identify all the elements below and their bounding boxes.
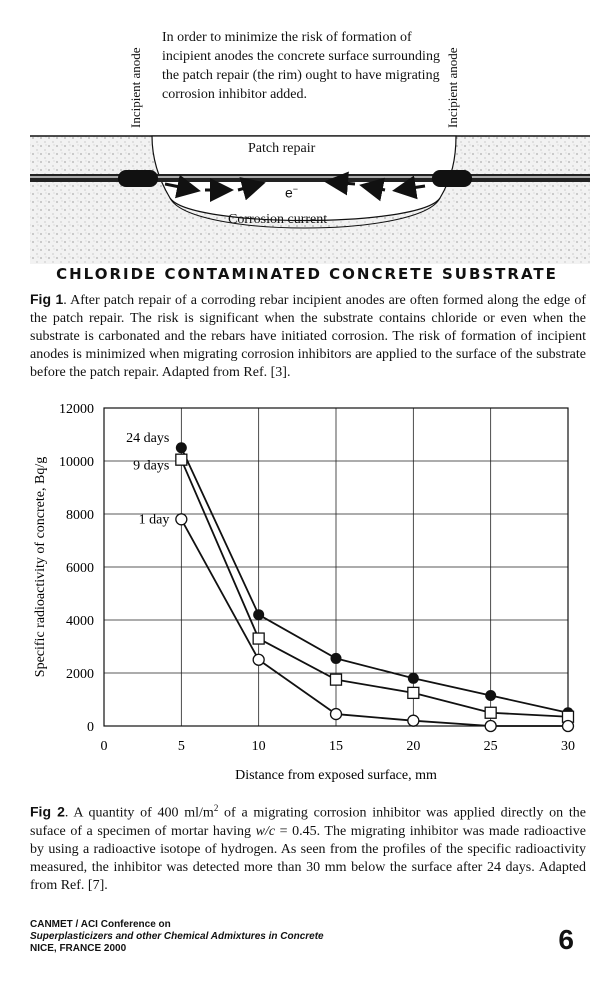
data-point-open-square bbox=[253, 633, 264, 644]
incipient-anode-right bbox=[432, 170, 472, 187]
data-point-filled-circle bbox=[253, 609, 264, 620]
data-point-open-square bbox=[176, 454, 187, 465]
fig1-annotation-note: In order to minimize the risk of formation of incipient anodes the concrete surface surrounding the patch repair (the rim) ought to have migrating corrosion inhibitor added. bbox=[162, 30, 440, 102]
y-tick-label: 8000 bbox=[66, 508, 94, 523]
data-point-open-circle bbox=[176, 514, 187, 525]
substrate-label: CHLORIDE CONTAMINATED CONCRETE SUBSTRATE bbox=[56, 265, 558, 283]
radioactivity-chart bbox=[0, 395, 614, 790]
data-point-filled-circle bbox=[176, 442, 187, 453]
incipient-anode-left bbox=[118, 170, 158, 187]
y-tick-label: 12000 bbox=[59, 402, 94, 417]
data-point-open-circle bbox=[331, 709, 342, 720]
patch-repair-label: Patch repair bbox=[248, 141, 316, 156]
series-label: 24 days bbox=[126, 430, 170, 446]
corrosion-current-label: Corrosion current bbox=[228, 212, 328, 227]
incipient-anode-left-label: Incipient anode bbox=[128, 47, 143, 128]
x-tick-label: 0 bbox=[100, 739, 108, 754]
series-line bbox=[181, 519, 568, 726]
y-tick-label: 2000 bbox=[66, 667, 94, 682]
data-point-open-circle bbox=[485, 721, 496, 732]
page-number: 6 bbox=[558, 924, 574, 955]
data-point-open-square bbox=[408, 687, 419, 698]
x-tick-label: 5 bbox=[177, 739, 185, 754]
fig1-caption: Fig 1. After patch repair of a corroding rebar incipient anodes are often formed along the edge of the patch repair. The risk is significant when the substrate contains chloride or even when the substrate is carbonated and the rebars have initiated corrosion. The risk of formation of incipient anodes is minimized when migrating corrosion inhibitors are applied to the surface of the substrate before the patch repair. Adapted from Ref. [3]. bbox=[30, 291, 586, 380]
data-point-filled-circle bbox=[485, 690, 496, 701]
y-axis-label: Specific radioactivity of concrete, Bq/g bbox=[33, 456, 48, 678]
data-point-open-square bbox=[485, 707, 496, 718]
data-point-filled-circle bbox=[331, 653, 342, 664]
x-axis-label: Distance from exposed surface, mm bbox=[235, 768, 437, 783]
conference-footer bbox=[30, 919, 324, 955]
footer-line3: NICE, FRANCE 2000 bbox=[30, 943, 127, 954]
data-point-open-circle bbox=[408, 715, 419, 726]
y-tick-label: 4000 bbox=[66, 614, 94, 629]
fig2-caption: Fig 2. A quantity of 400 $ml/m^2$ of a migrating corrosion inhibitor was applied directly on the suface of a specimen of mortar having w/c = 0.45. The migrating inhibitor was made radioactive by using a radioactive isotope of hydrogen. As seen from the profiles of the specific radioactivity measured, the inhibitor was detected more than 30 mm below the surface after 24 days. Adapted from Ref. [7]. bbox=[30, 803, 587, 893]
footer-line2: Superplasticizers and other Chemical Admixtures in Concrete bbox=[30, 931, 324, 942]
series-label: 1 day bbox=[138, 512, 170, 528]
x-tick-label: 30 bbox=[561, 739, 575, 754]
data-point-open-circle bbox=[563, 721, 574, 732]
y-tick-label: 10000 bbox=[59, 455, 94, 470]
series-label: 9 days bbox=[133, 458, 170, 474]
data-point-open-circle bbox=[253, 654, 264, 665]
x-tick-label: 15 bbox=[329, 739, 343, 754]
y-tick-label: 0 bbox=[87, 720, 94, 735]
series-line bbox=[181, 460, 568, 717]
x-tick-label: 20 bbox=[406, 739, 421, 754]
footer-line1: CANMET / ACI Conference on bbox=[30, 919, 171, 930]
electron-label: e− bbox=[285, 184, 299, 201]
y-tick-label: 6000 bbox=[66, 561, 94, 576]
x-tick-label: 25 bbox=[483, 739, 498, 754]
data-point-filled-circle bbox=[408, 673, 419, 684]
fig1-caption-label: Fig 1 bbox=[30, 291, 64, 307]
data-point-open-square bbox=[331, 674, 342, 685]
fig2-caption-label: Fig 2 bbox=[30, 803, 65, 820]
x-tick-label: 10 bbox=[251, 739, 266, 754]
incipient-anode-right-label: Incipient anode bbox=[445, 47, 460, 128]
